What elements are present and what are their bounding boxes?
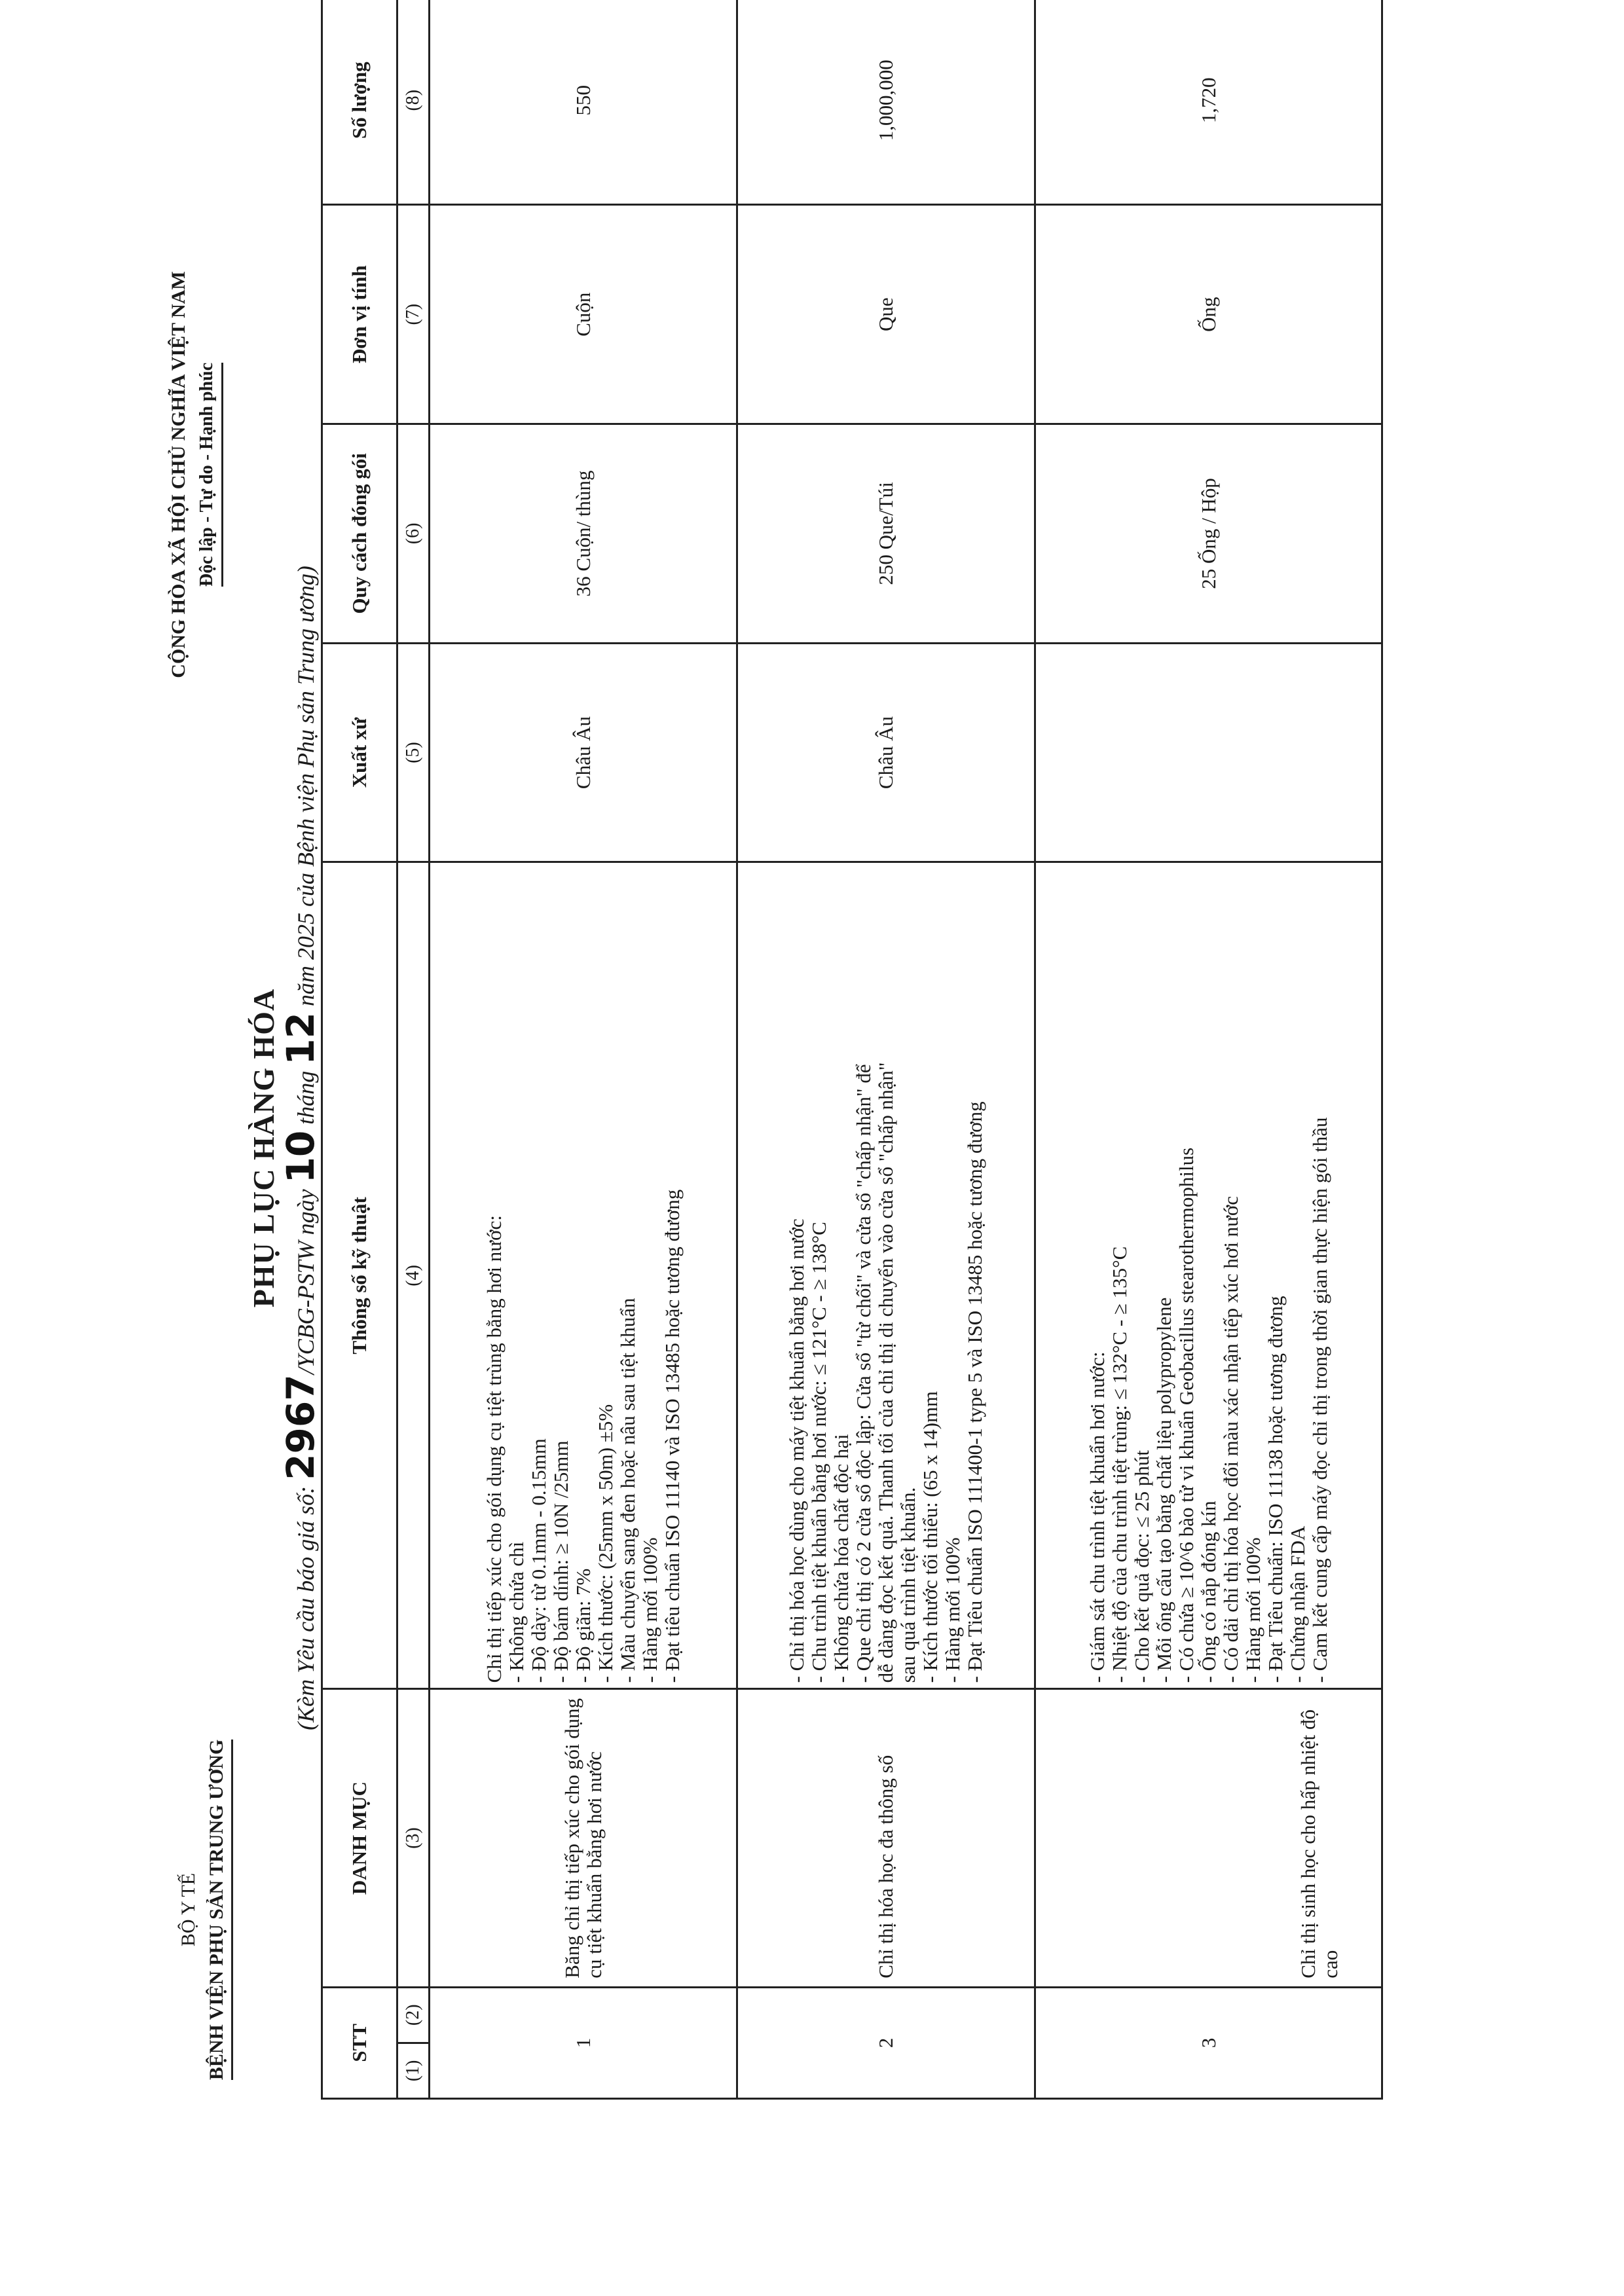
- header-packaging: Quy cách đóng gói: [322, 424, 397, 644]
- spec-line: dễ dàng đọc kết quả. Thanh tối của chỉ thị di chuyển vào cửa sổ "chấp nhận": [874, 1062, 897, 1683]
- row-name: Băng chỉ thị tiếp xúc cho gói dụng cụ tiệt khuẩn bằng hơi nước: [430, 1689, 737, 1987]
- spec-line: - Cam kết cung cấp máy đọc chỉ thị trong thời gian thực hiện gói thầu: [1308, 1117, 1331, 1683]
- spec-line: - Mỗi ống cấu tạo bằng chất liệu polypropylene: [1152, 1297, 1175, 1683]
- spec-line: - Đạt Tiêu chuẩn ISO 111400-1 type 5 và ISO 13485 hoặc tương đương: [963, 1101, 986, 1683]
- header-right: [164, 98, 223, 851]
- row-unit: Ống: [1035, 205, 1382, 424]
- spec-line: - Que chỉ thị có 2 cửa sổ độc lập: Cửa sổ "từ chối" và cửa sổ "chấp nhận" để: [852, 1064, 875, 1683]
- row-name: Chỉ thị hóa học đa thông số: [737, 1689, 1035, 1987]
- country-name: CỘNG HÒA XÃ HỘI CHỦ NGHĨA VIỆT NAM: [168, 271, 189, 678]
- header-left: [174, 1661, 233, 2159]
- spec-line: - Có dải chỉ thị hóa học đổi màu xác nhận tiếp xúc hơi nước: [1219, 1195, 1242, 1683]
- row-specs: [737, 862, 1035, 1689]
- header-stt: STT: [322, 1987, 397, 2098]
- ministry-name: BỘ Y TẾ: [177, 1872, 199, 1947]
- spec-line: - Màu chuyển sang đen hoặc nâu sau tiệt khuẩn: [616, 1298, 639, 1683]
- spec-line: sau quá trình tiệt khuẩn.: [896, 1487, 919, 1683]
- col-num: (4): [397, 862, 430, 1689]
- spec-line: - Cho kết quả đọc: ≤ 25 phút: [1130, 1450, 1153, 1683]
- table-header-row: [322, 0, 397, 2099]
- col-num: (5): [397, 643, 430, 862]
- col-num: (1): [397, 2043, 430, 2098]
- page-subtitle: [278, 0, 323, 2296]
- handwritten-month: 12: [278, 1011, 323, 1065]
- row-name: Chỉ thị sinh học cho hấp nhiệt độ cao: [1035, 1689, 1382, 1987]
- row-specs: [1035, 862, 1382, 1689]
- subtitle-middle: /YCBG-PSTW ngày: [293, 1183, 319, 1375]
- spec-line: - Hàng mới 100%: [638, 1537, 661, 1683]
- col-num: (3): [397, 1689, 430, 1987]
- spec-line: - Đạt Tiêu chuẩn: ISO 11138 hoặc tương đương: [1263, 1296, 1287, 1683]
- column-number-row: [397, 0, 430, 2099]
- spec-line: - Hàng mới 100%: [941, 1537, 964, 1683]
- spec-line: - Nhiệt độ của chu trình tiệt trùng: ≤ 132°C - ≥ 135°C: [1107, 1246, 1131, 1683]
- row-stt: 3: [1035, 1987, 1382, 2098]
- row-quantity: 1,000,000: [737, 0, 1035, 205]
- spec-line: Chỉ thị tiếp xúc cho gói dụng cụ tiệt trùng bằng hơi nước:: [482, 1215, 506, 1683]
- spec-line: - Độ giãn: 7%: [571, 1568, 595, 1683]
- spec-line: - Ống có nắp đóng kín: [1196, 1501, 1220, 1683]
- row-packaging: 250 Que/Túi: [737, 424, 1035, 644]
- subtitle-suffix: năm 2025 của Bệnh viện Phụ sản Trung ương): [293, 566, 319, 1012]
- header-quantity: Số lượng: [322, 0, 397, 205]
- spec-line: - Chu trình tiệt khuẩn bằng hơi nước: ≤ 121°C - ≥ 138°C: [807, 1222, 830, 1683]
- spec-line: - Chứng nhận FDA: [1285, 1525, 1309, 1683]
- table-row: [1035, 0, 1382, 2099]
- row-origin: Châu Âu: [737, 643, 1035, 862]
- row-quantity: 550: [430, 0, 737, 205]
- row-specs: [430, 862, 737, 1689]
- row-unit: Cuộn: [430, 205, 737, 424]
- spec-line: - Có chứa ≥ 10^6 bào tử vi khuẩn Geobacillus stearothermophilus: [1174, 1147, 1198, 1683]
- row-origin: [1035, 643, 1382, 862]
- spec-line: - Chỉ thị hóa học dùng cho máy tiệt khuẩn bằng hơi nước: [785, 1218, 808, 1683]
- row-stt: 2: [737, 1987, 1035, 2098]
- col-num: (7): [397, 205, 430, 424]
- subtitle-month-text: tháng: [293, 1065, 319, 1131]
- header-specs: Thông số kỹ thuật: [322, 862, 397, 1689]
- col-num: (6): [397, 424, 430, 644]
- header-origin: Xuất xứ: [322, 643, 397, 862]
- row-packaging: 25 Ống / Hộp: [1035, 424, 1382, 644]
- spec-line: - Kích thước tối thiểu: (65 x 14)mm: [919, 1391, 942, 1683]
- spec-line: - Không chứa chì: [504, 1541, 528, 1683]
- handwritten-number: 2967: [278, 1374, 323, 1480]
- spec-line: - Độ bám dính: ≥ 10N /25mm: [549, 1440, 572, 1683]
- row-stt: 1: [430, 1987, 737, 2098]
- row-packaging: 36 Cuộn/ thùng: [430, 424, 737, 644]
- motto: Độc lập - Tự do - Hạnh phúc: [194, 363, 223, 587]
- row-unit: Que: [737, 205, 1035, 424]
- spec-line: - Hàng mới 100%: [1241, 1537, 1264, 1683]
- spec-line: - Đạt tiêu chuẩn ISO 11140 và ISO 13485 hoặc tương đương: [660, 1189, 684, 1683]
- col-num: (8): [397, 0, 430, 205]
- page-title: PHỤ LỤC HÀNG HÓA: [247, 988, 280, 1308]
- header-name: DANH MỤC: [322, 1689, 397, 1987]
- table-row: [430, 0, 737, 2099]
- spec-line: - Độ dày: từ 0.1mm - 0.15mm: [526, 1438, 550, 1683]
- spec-line: - Không chứa hóa chất độc hại: [830, 1434, 853, 1683]
- subtitle-prefix: (Kèm Yêu cầu báo giá số:: [293, 1480, 319, 1730]
- spec-line: - Giám sát chu trình tiệt khuẩn hơi nước:: [1085, 1351, 1109, 1683]
- spec-line: - Kích thước: (25mm x 50m) ±5%: [593, 1404, 617, 1683]
- row-origin: Châu Âu: [430, 643, 737, 862]
- header-unit: Đơn vị tính: [322, 205, 397, 424]
- goods-table: [321, 0, 1383, 2100]
- col-num: (2): [397, 1987, 430, 2043]
- hospital-name: BỆNH VIỆN PHỤ SẢN TRUNG ƯƠNG: [204, 1740, 233, 2080]
- handwritten-day: 10: [278, 1130, 323, 1184]
- table-row: [737, 0, 1035, 2099]
- row-quantity: 1,720: [1035, 0, 1382, 205]
